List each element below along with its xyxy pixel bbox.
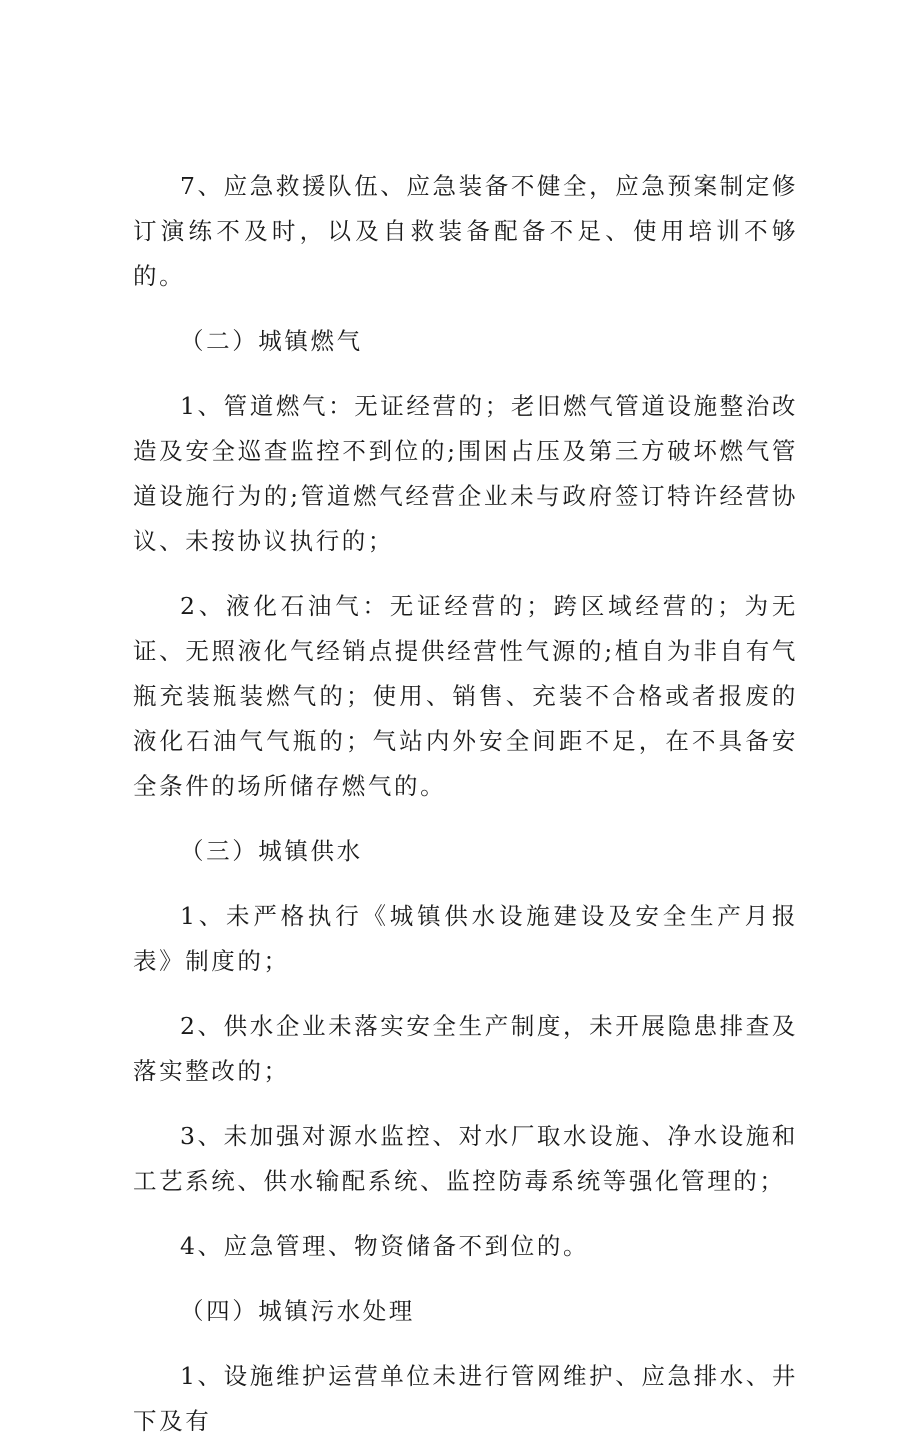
paragraph-water-safety-system: 2、供水企业未落实安全生产制度，未开展隐患排查及落实整改的； [133,1012,798,1085]
paragraph-water-report: 1、未严格执行《城镇供水设施建设及安全生产月报表》制度的； [133,902,798,975]
paragraph-water-monitoring: 3、未加强对源水监控、对水厂取水设施、净水设施和工艺系统、供水输配系统、监控防毒系统等强化管理的； [133,1122,798,1195]
paragraph-emergency-management: 4、应急管理、物资储备不到位的。 [180,1232,590,1260]
section-heading-sewage-treatment: （四）城镇污水处理 [180,1297,415,1325]
section-heading-urban-water-supply: （三）城镇供水 [180,837,363,865]
paragraph-emergency-rescue: 7、应急救援队伍、应急装备不健全，应急预案制定修订演练不及时，以及自救装备配备不足、使用培训不够的。 [133,172,798,290]
paragraph-sewage-maintenance: 1、设施维护运营单位未进行管网维护、应急排水、井下及有 [133,1362,798,1435]
section-heading-urban-gas: （二）城镇燃气 [180,327,363,355]
paragraph-pipeline-gas: 1、管道燃气：无证经营的；老旧燃气管道设施整治改造及安全巡查监控不到位的;围困占压及第三方破坏燃气管道设施行为的;管道燃气经营企业未与政府签订特许经营协议、未按协议执行的； [133,392,798,555]
document-body [133,164,798,1444]
paragraph-lpg: 2、液化石油气：无证经营的；跨区域经营的；为无证、无照液化气经销点提供经营性气源的;植自为非自有气瓶充装瓶装燃气的；使用、销售、充装不合格或者报废的液化石油气气瓶的；气站内外安全间距不足，在不具备安全条件的场所储存燃气的。 [133,592,798,800]
